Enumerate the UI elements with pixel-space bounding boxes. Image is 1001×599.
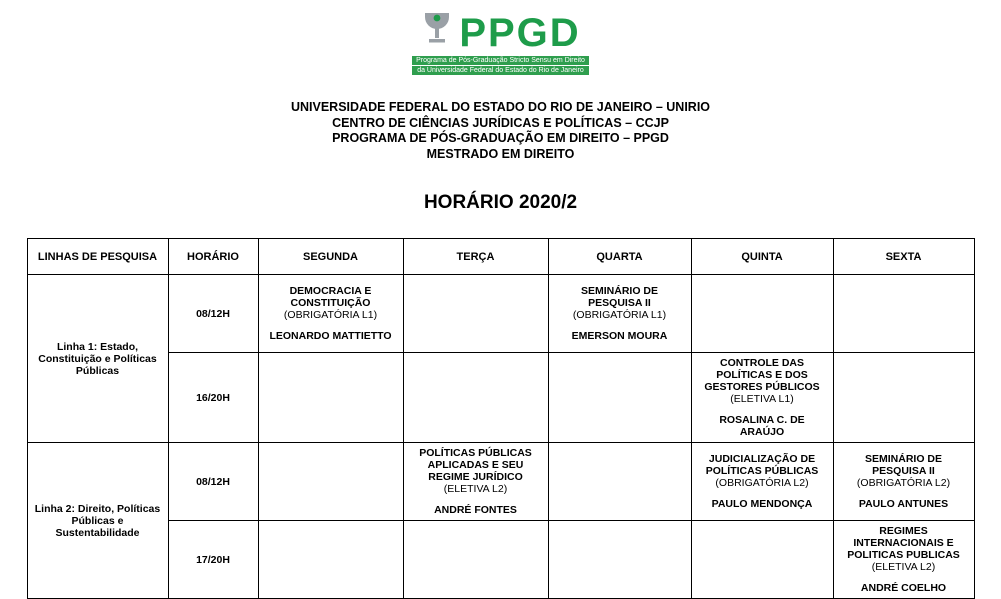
course-cell-quarta — [548, 275, 691, 353]
time-slot: 08/12H — [168, 443, 258, 521]
course-professor: PAULO MENDONÇA — [711, 498, 813, 510]
institution-line-program: PROGRAMA DE PÓS-GRADUAÇÃO EM DIREITO – PPGD — [332, 131, 669, 145]
course-professor: PAULO ANTUNES — [858, 498, 949, 510]
course-type: (OBRIGATÓRIA L2) — [856, 477, 951, 489]
empty-cell — [258, 443, 403, 521]
empty-cell — [691, 275, 833, 353]
time-slot: 16/20H — [168, 353, 258, 443]
course-title: SEMINÁRIO DE PESQUISA II — [580, 285, 658, 309]
research-line-1: Linha 1: Estado, Constituição e Políticas Públicas — [27, 275, 168, 443]
institution-line-center: CENTRO DE CIÊNCIAS JURÍDICAS E POLÍTICAS – CCJP — [332, 115, 669, 130]
course-type: (ELETIVA L1) — [730, 393, 794, 405]
table-row — [27, 275, 974, 353]
course-type: (OBRIGATÓRIA L2) — [715, 477, 809, 489]
course-title: CONTROLE DAS POLÍTICAS E DOS GESTORES PÚBLICOS — [704, 357, 820, 393]
header-quarta: QUARTA — [548, 239, 691, 275]
empty-cell — [548, 353, 691, 443]
page-title: HORÁRIO 2020/2 — [423, 192, 578, 213]
research-line-2: Linha 2: Direito, Políticas Públicas e Sustentabilidade — [27, 443, 168, 599]
course-cell-quinta — [691, 353, 833, 443]
course-professor: ANDRÉ COELHO — [860, 582, 947, 594]
empty-cell — [258, 521, 403, 599]
time-slot: 08/12H — [168, 275, 258, 353]
course-title: DEMOCRACIA E CONSTITUIÇÃO — [289, 285, 372, 309]
empty-cell — [833, 353, 974, 443]
ppgd-subtitle-line-1: Programa de Pós-Graduação Stricto Sensu em Direito — [412, 56, 589, 65]
institution-line-university: UNIVERSIDADE FEDERAL DO ESTADO DO RIO DE JANEIRO – UNIRIO — [290, 100, 711, 114]
header-segunda: SEGUNDA — [258, 239, 403, 275]
ppgd-logo-subtitle — [412, 56, 589, 76]
course-title: JUDICIALIZAÇÃO DE POLÍTICAS PÚBLICAS — [705, 453, 819, 477]
empty-cell — [691, 521, 833, 599]
course-title: REGIMES INTERNACIONAIS E POLITICAS PUBLICAS — [847, 525, 960, 561]
empty-cell — [403, 521, 548, 599]
course-type: (OBRIGATÓRIA L1) — [572, 309, 667, 321]
course-cell-sexta — [833, 443, 974, 521]
header-quinta: QUINTA — [691, 239, 833, 275]
empty-cell — [548, 521, 691, 599]
course-title: POLÍTICAS PÚBLICAS APLICADAS E SEU REGIME JURÍDICO — [419, 447, 532, 483]
table-row — [27, 521, 974, 599]
empty-cell — [403, 275, 548, 353]
header-sexta: SEXTA — [833, 239, 974, 275]
table-row — [27, 443, 974, 521]
course-type: (ELETIVA L2) — [443, 483, 508, 495]
course-cell-terca — [403, 443, 548, 521]
institution-header — [0, 100, 1001, 162]
course-cell-quinta — [691, 443, 833, 521]
time-slot: 17/20H — [168, 521, 258, 599]
empty-cell — [403, 353, 548, 443]
course-type: (ELETIVA L2) — [871, 561, 936, 573]
course-professor: ROSALINA C. DE ARAÚJO — [719, 414, 805, 438]
ppgd-emblem-icon — [420, 10, 454, 53]
ppgd-brand-text: PPGD — [459, 11, 581, 55]
course-cell-sexta — [833, 521, 974, 599]
empty-cell — [833, 275, 974, 353]
table-row — [27, 353, 974, 443]
header-linhas-de-pesquisa: LINHAS DE PESQUISA — [27, 239, 168, 275]
course-title: SEMINÁRIO DE PESQUISA II — [864, 453, 942, 477]
schedule-table — [27, 238, 975, 599]
course-professor: EMERSON MOURA — [571, 330, 668, 342]
table-header-row — [27, 239, 974, 275]
header-horario: HORÁRIO — [168, 239, 258, 275]
course-type: (OBRIGATÓRIA L1) — [283, 309, 378, 321]
course-cell-segunda — [258, 275, 403, 353]
institution-line-degree: MESTRADO EM DIREITO — [426, 146, 575, 161]
ppgd-logo — [0, 0, 1001, 76]
ppgd-subtitle-line-2: da Universidade Federal do Estado do Rio de Janeiro — [412, 66, 589, 75]
empty-cell — [258, 353, 403, 443]
header-terca: TERÇA — [403, 239, 548, 275]
course-professor: LEONARDO MATTIETTO — [269, 330, 392, 342]
empty-cell — [548, 443, 691, 521]
course-professor: ANDRÉ FONTES — [434, 504, 517, 516]
